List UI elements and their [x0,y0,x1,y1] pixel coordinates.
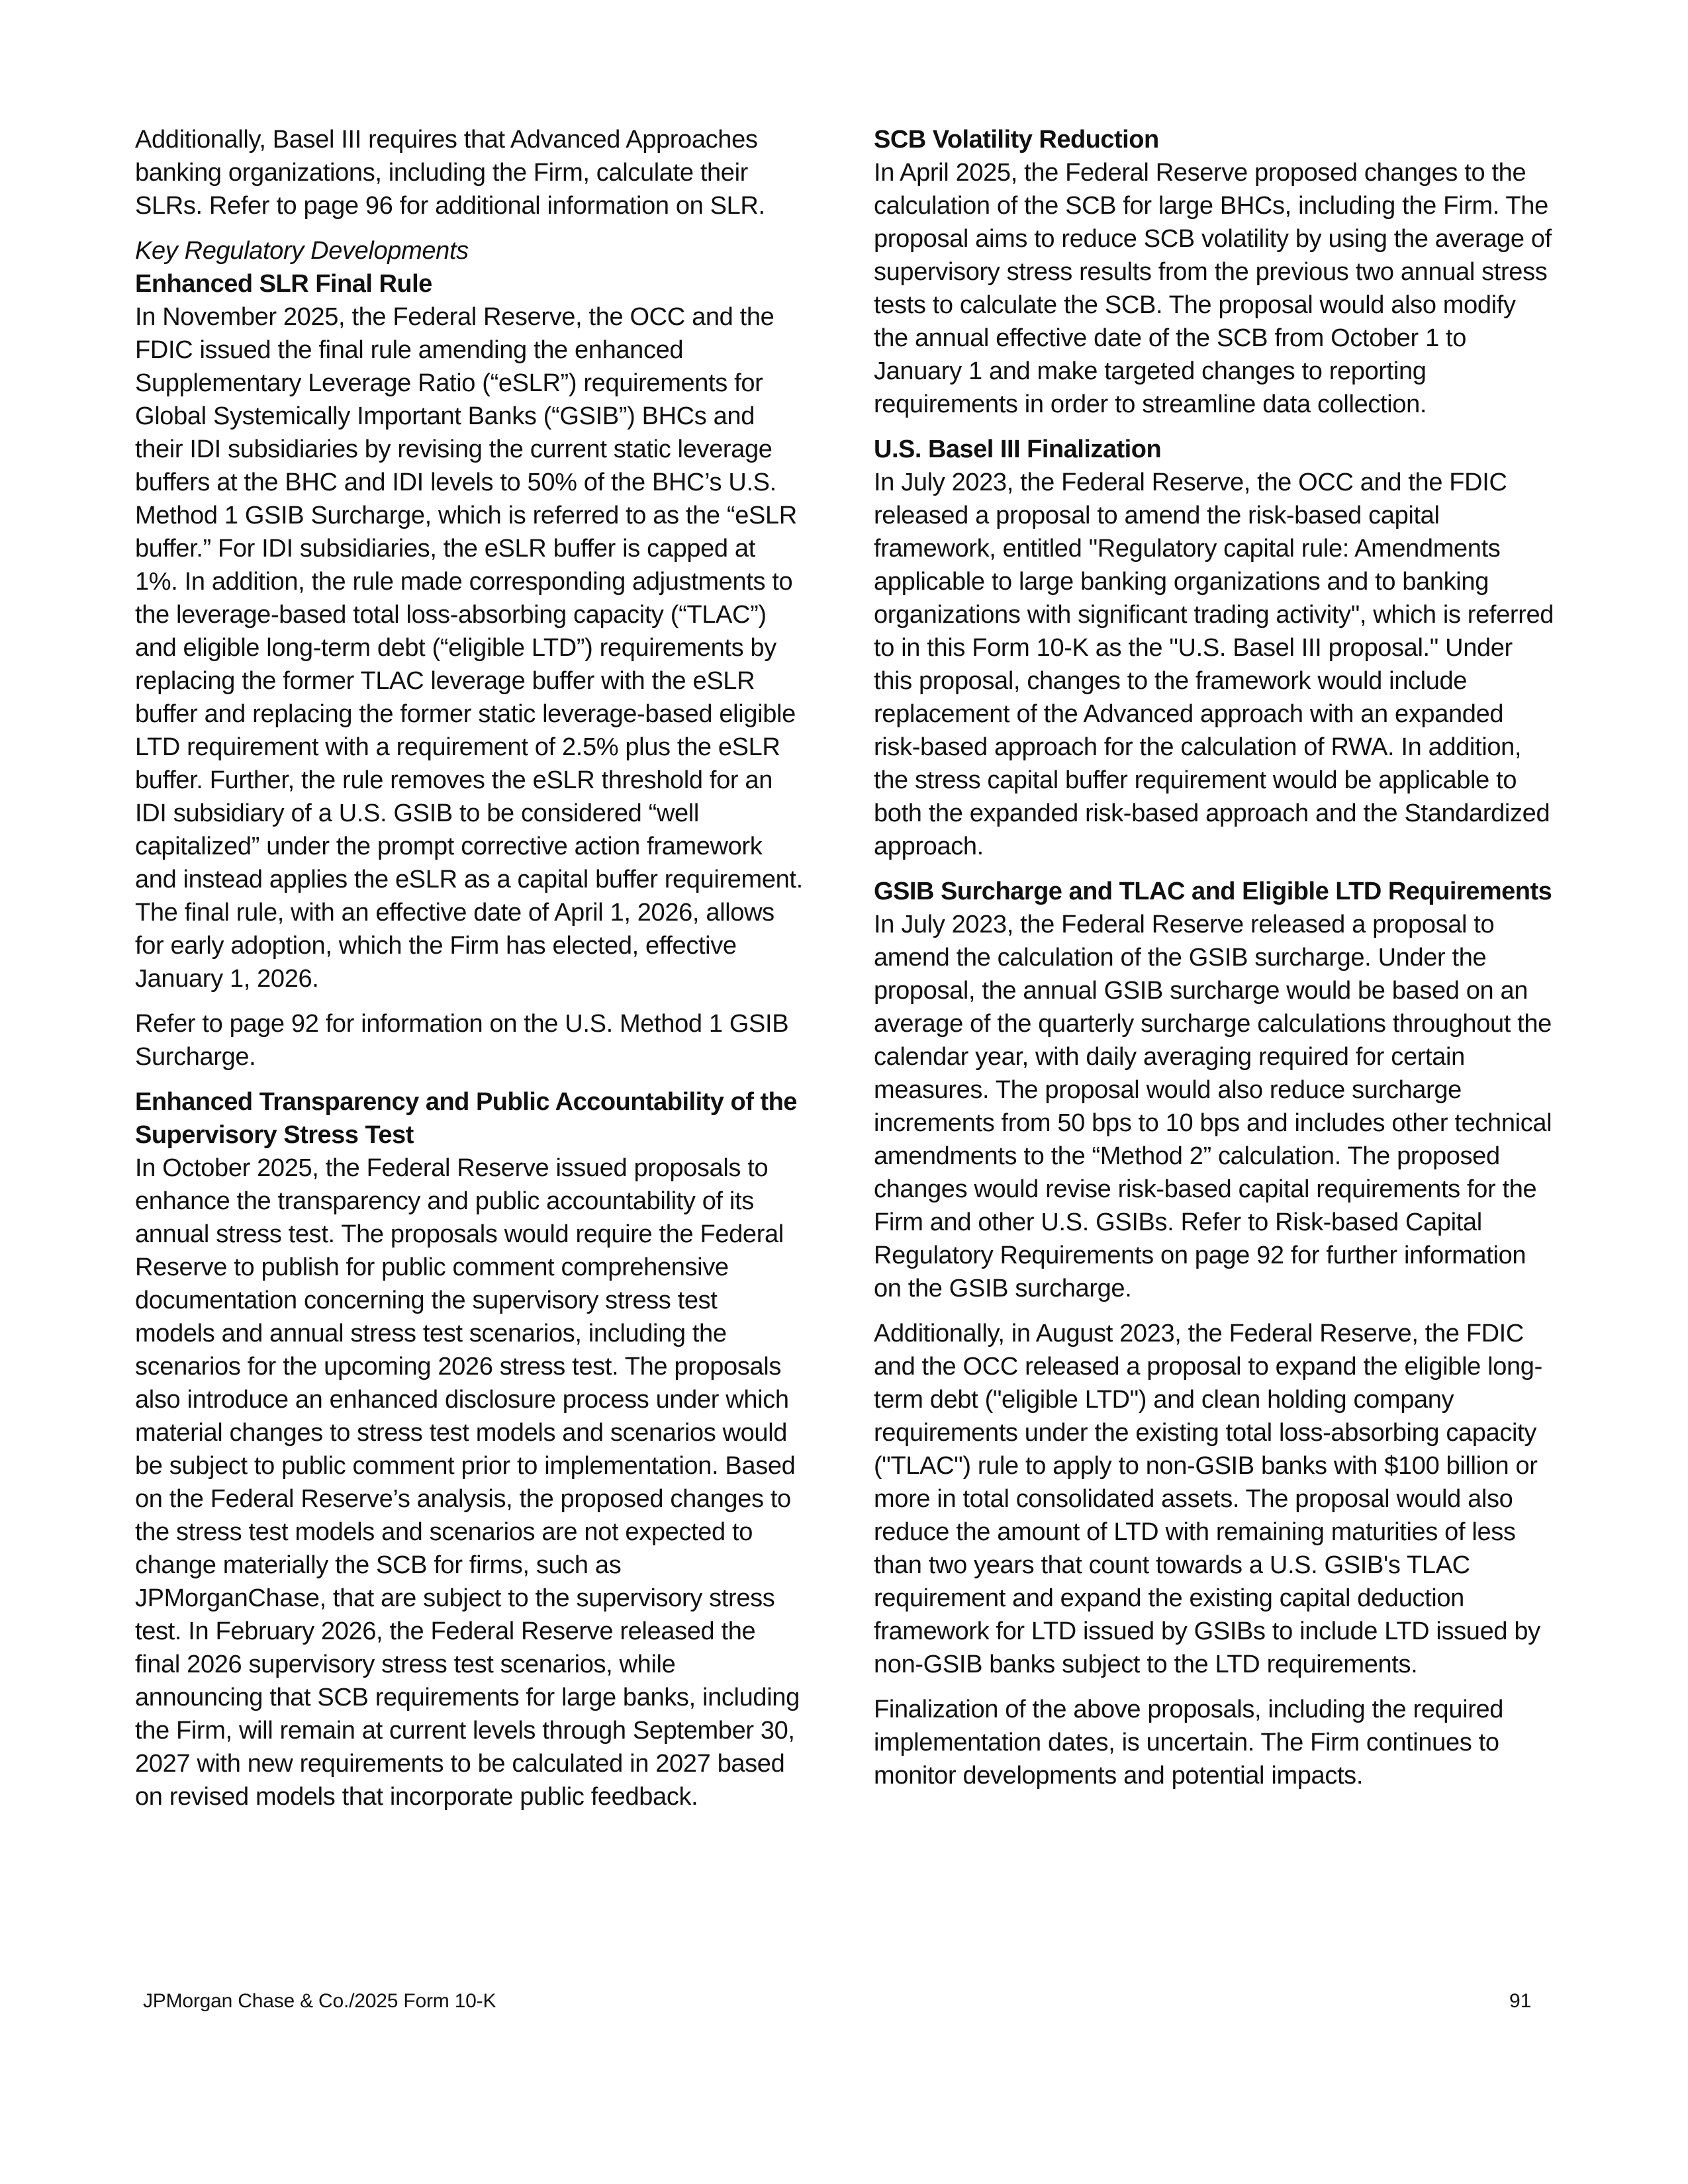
eslr-reference-paragraph: Refer to page 92 for information on the U.S. Method 1 GSIB Surcharge. [135,1010,789,1071]
eslr-section [135,234,804,1073]
basel-heading: U.S. Basel III Finalization [874,435,1162,463]
transparency-section [135,1085,804,1813]
gsib-heading: GSIB Surcharge and TLAC and Eligible LTD Requirements [874,878,1552,905]
finalization-paragraph: Finalization of the above proposals, including the required implementation dates, is uncertain. The Firm continues to monitor developments and potential impacts. [874,1696,1504,1790]
eslr-paragraph: In November 2025, the Federal Reserve, the OCC and the FDIC issued the final rule amending the enhanced Supplementary Leverage Ratio (“eSLR”) requirements for Global Systemically Important Banks (“GSIB”) BHCs and their IDI subsidiaries by revising the current static leverage buffers at the BHC and IDI levels to 50% of the BHC’s U.S. Method 1 GSIB Surcharge, which is referred to as the “eSLR buffer.” For IDI subsidiaries, the eSLR buffer is capped at 1%. In addition, the rule made corresponding adjustments to the leverage-based total loss-absorbing capacity (“TLAC”) and eligible long-term debt (“eligible LTD”) requirements by replacing the former TLAC leverage buffer with the eSLR buffer and replacing the former static leverage-based eligible LTD requirement with a requirement of 2.5% plus the eSLR buffer. Further, the rule removes the eSLR threshold for an IDI subsidiary of a U.S. GSIB to be considered “well capitalized” under the prompt corrective action framework and instead applies the eSLR as a capital buffer requirement. The final rule, with an effective date of April 1, 2026, allows for early adoption, which the Firm has elected, effective January 1, 2026. [135,303,803,993]
footer-source: JPMorgan Chase & Co./2025 Form 10-K [143,1990,496,2012]
gsib-paragraph: In July 2023, the Federal Reserve released a proposal to amend the calculation of the GSIB surcharge. Under the proposal, the annual GSIB surcharge would be based on an average of the quarterly surcharge calculations throughout the calendar year, with daily averaging required for certain measures. The proposal would also reduce surcharge increments from 50 bps to 10 bps and includes other technical amendments to the “Method 2” calculation. The proposed changes would revise risk-based capital requirements for the Firm and other U.S. GSIBs. Refer to Risk-based Capital Regulatory Requirements on page 92 for further information on the GSIB surcharge. [874,911,1552,1302]
transparency-paragraph: In October 2025, the Federal Reserve issued proposals to enhance the transparency and public accountability of its annual stress test. The proposals would require the Federal Reserve to publish for public comment comprehensive documentation concerning the supervisory stress test models and annual stress test scenarios, including the scenarios for the upcoming 2026 stress test. The proposals also introduce an enhanced disclosure process under which material changes to stress test models and scenarios would be subject to public comment prior to implementation. Based on the Federal Reserve’s analysis, the proposed changes to the stress test models and scenarios are not expected to change materially the SCB for firms, such as JPMorganChase, that are subject to the supervisory stress test. In February 2026, the Federal Reserve released the final 2026 supervisory stress test scenarios, while announcing that SCB requirements for large banks, including the Firm, will remain at current levels through September 30, 2027 with new requirements to be calculated in 2027 based on revised models that incorporate public feedback. [135,1154,800,1811]
basel-section [874,433,1556,863]
scb-paragraph: In April 2025, the Federal Reserve proposed changes to the calculation of the SCB for large BHCs, including the Firm. The proposal aims to reduce SCB volatility by using the average of supervisory stress results from the previous two annual stress tests to calculate the SCB. The proposal would also modify the annual effective date of the SCB from October 1 to January 1 and make targeted changes to reporting requirements in order to streamline data collection. [874,159,1552,418]
right-column [874,123,1556,1804]
gsib-section [874,875,1556,1792]
page-number: 91 [1509,1990,1532,2012]
left-column [135,123,804,1825]
transparency-heading: Enhanced Transparency and Public Accountability of the Supervisory Stress Test [135,1088,797,1149]
intro-paragraph: Additionally, Basel III requires that Advanced Approaches banking organizations, including the Firm, calculate their SLRs. Refer to page 96 for additional information on SLR. [135,126,765,220]
eslr-heading: Enhanced SLR Final Rule [135,270,432,298]
scb-section [874,123,1556,421]
scb-heading: SCB Volatility Reduction [874,126,1159,154]
basel-paragraph: In July 2023, the Federal Reserve, the OCC and the FDIC released a proposal to amend the risk-based capital framework, entitled "Regulatory capital rule: Amendments applicable to large banking organizations and to banking organizations with significant trading activity", which is referred to in this Form 10-K as the "U.S. Basel III proposal." Under this proposal, changes to the framework would include replacement of the Advanced approach with an expanded risk-based approach for the calculation of RWA. In addition, the stress capital buffer requirement would be applicable to both the expanded risk-based approach and the Standardized approach. [874,469,1554,860]
key-regulatory-developments-subheading: Key Regulatory Developments [135,237,469,265]
gsib-additional-paragraph: Additionally, in August 2023, the Federal Reserve, the FDIC and the OCC released a proposal to expand the eligible long-term debt ("eligible LTD") and clean holding company requirements under the existing total loss-absorbing capacity ("TLAC") rule to apply to non-GSIB banks with $100 billion or more in total consolidated assets. The proposal would also reduce the amount of LTD with remaining maturities of less than two years that count towards a U.S. GSIB's TLAC requirement and expand the existing capital deduction framework for LTD issued by GSIBs to include LTD issued by non-GSIB banks subject to the LTD requirements. [874,1320,1542,1678]
